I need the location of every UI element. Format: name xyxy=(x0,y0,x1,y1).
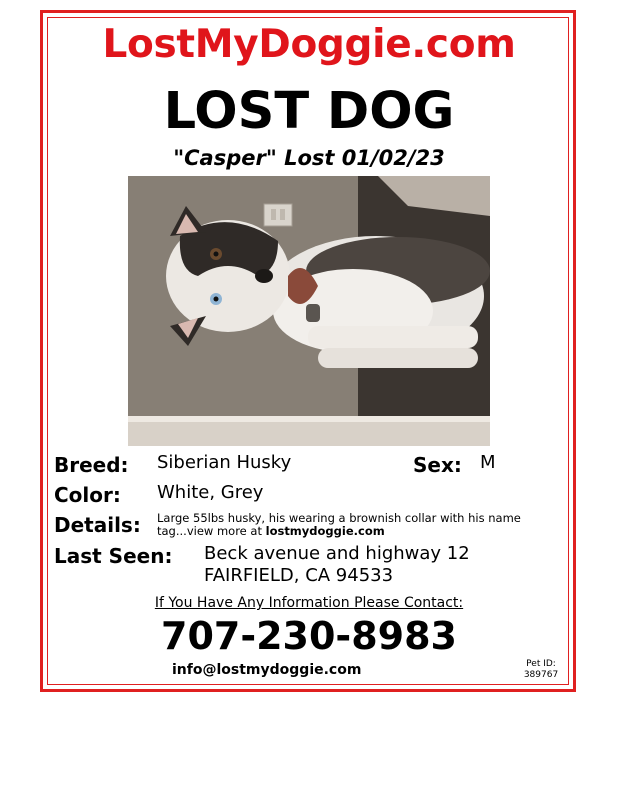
last-seen-line2: FAIRFIELD, CA 94533 xyxy=(204,565,394,586)
color-label: Color: xyxy=(54,483,121,507)
dog-photo xyxy=(128,176,490,446)
sex-label: Sex: xyxy=(413,453,462,477)
dog-name-and-date: "Casper" Lost 01/02/23 xyxy=(173,146,445,170)
contact-prompt: If You Have Any Information Please Contact: xyxy=(154,595,464,611)
pet-id-label: Pet ID: xyxy=(526,659,556,669)
last-seen-line1: Beck avenue and highway 12 xyxy=(204,543,470,564)
contact-email[interactable]: info@lostmydoggie.com xyxy=(172,662,362,678)
details-link[interactable]: lostmydoggie.com xyxy=(265,524,385,538)
site-title: LostMyDoggie.com xyxy=(102,22,516,67)
details-text xyxy=(157,512,557,538)
pet-id xyxy=(520,659,562,681)
breed-label: Breed: xyxy=(54,453,129,477)
phone-number[interactable]: 707-230-8983 xyxy=(161,614,457,658)
details-label: Details: xyxy=(54,513,141,537)
last-seen-label: Last Seen: xyxy=(54,544,173,568)
sex-value: M xyxy=(480,452,496,473)
details-description: Large 55lbs husky, his wearing a brownish collar with his name tag...view more at xyxy=(157,511,521,538)
breed-value: Siberian Husky xyxy=(157,452,292,473)
pet-id-value: 389767 xyxy=(523,670,559,680)
headline: LOST DOG xyxy=(163,82,455,141)
color-value: White, Grey xyxy=(157,482,264,503)
